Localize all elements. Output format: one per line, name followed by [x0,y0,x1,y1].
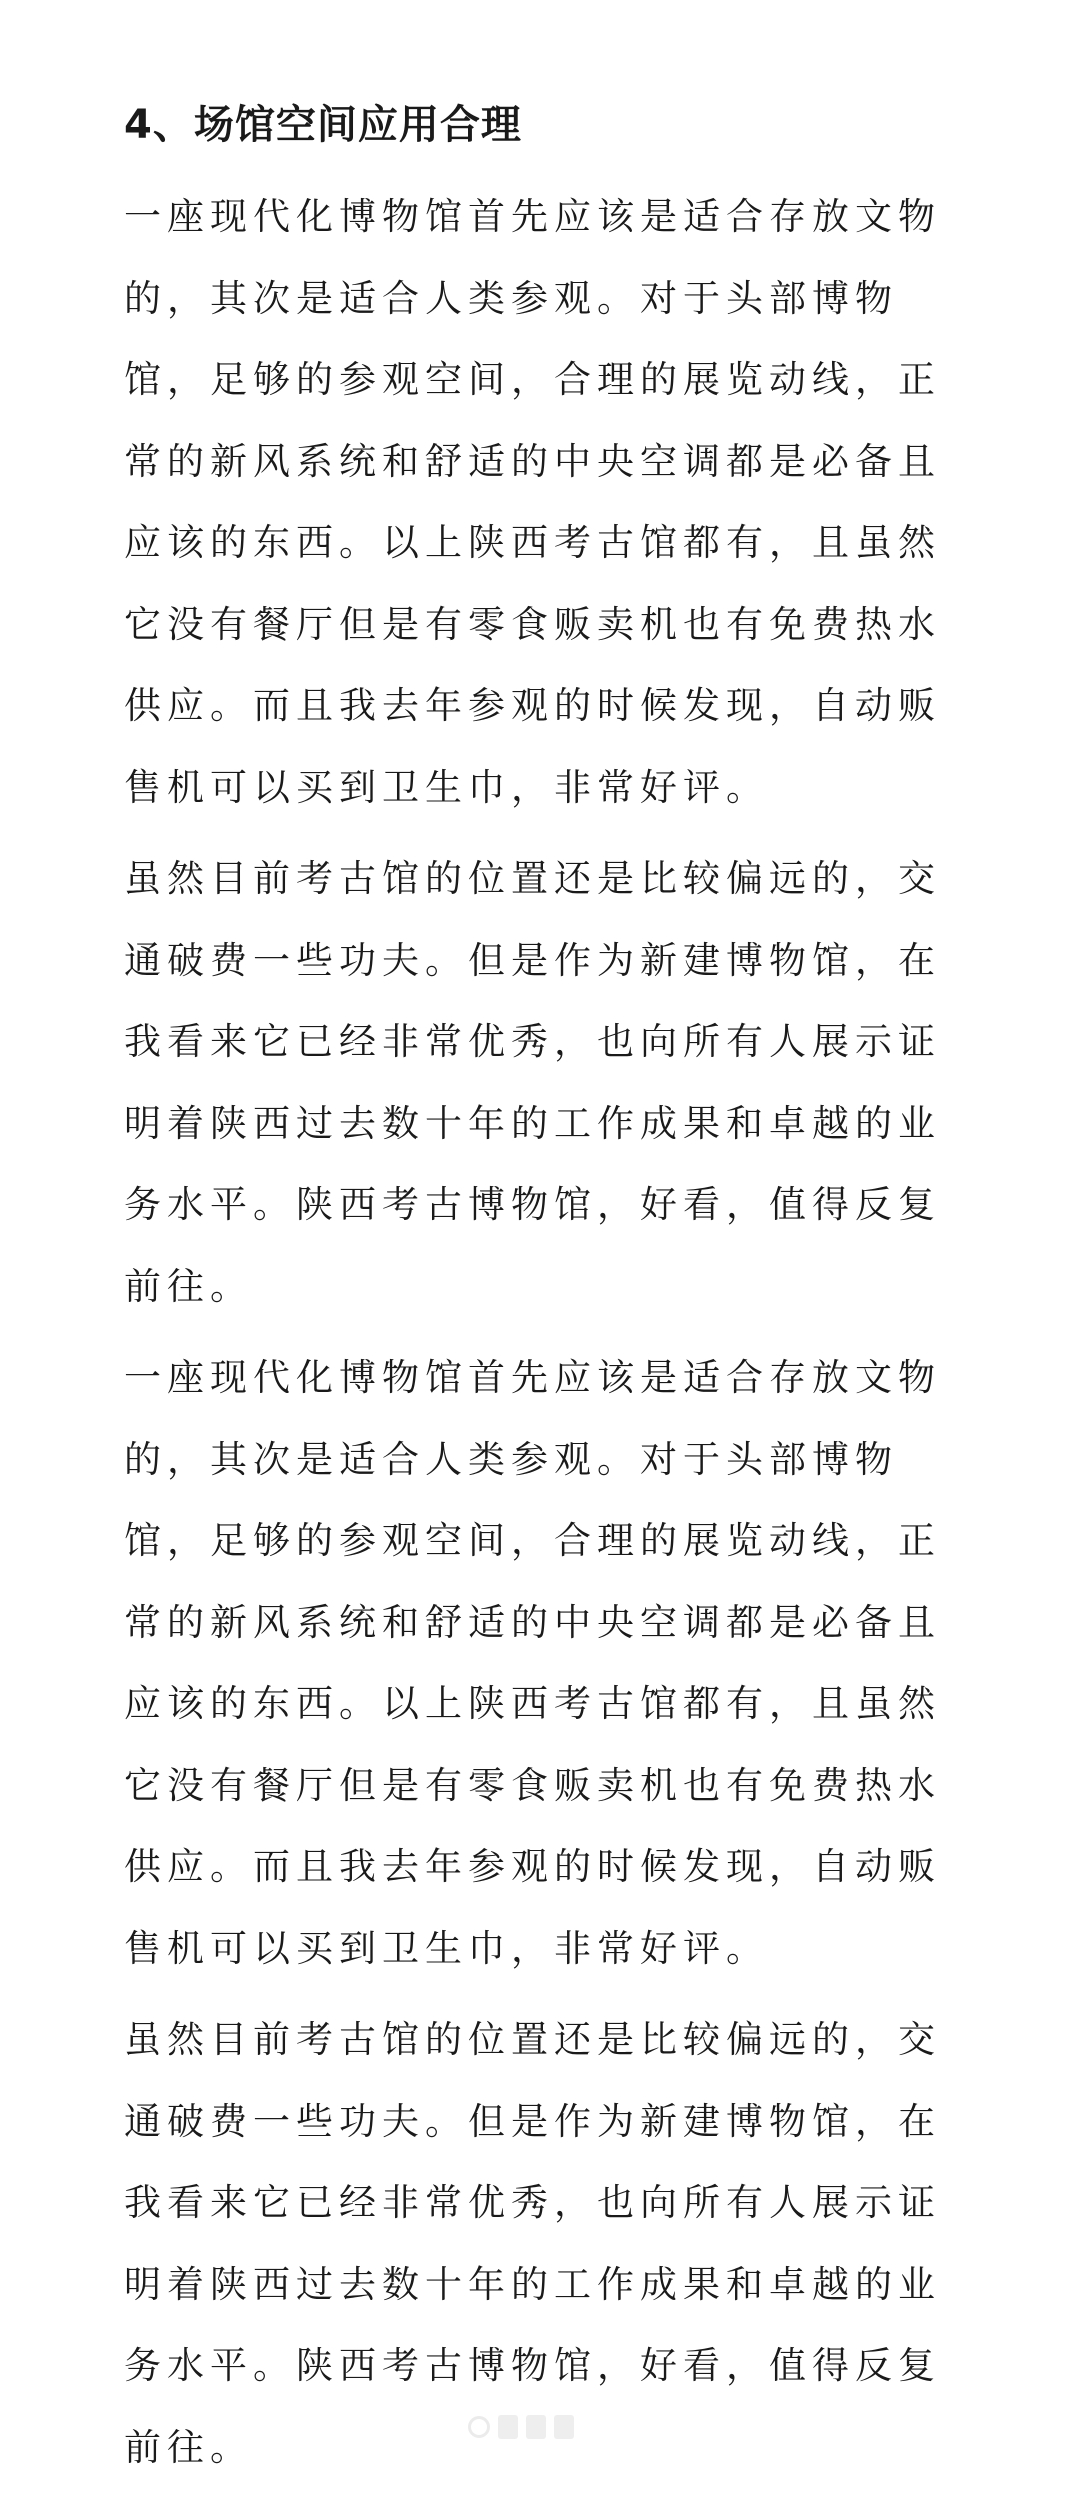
text-line: 供应。而且我去年参观的时候发现，自动贩 [124,1845,941,1888]
text-line: 应该的东西。以上陕西考古馆都有，且虽然 [124,1682,941,1725]
text-line: 应该的东西。以上陕西考古馆都有，且虽然 [124,521,941,564]
text-line: 馆，足够的参观空间，合理的展览动线，正 [124,1519,941,1562]
text-line: 的，其次是适合人类参观。对于头部博物 [124,276,898,320]
watermark-mark-icon [498,2415,518,2439]
text-line: 一座现代化博物馆首先应该是适合存放文物 [124,1356,941,1399]
text-line: 虽然目前考古馆的位置还是比较偏远的，交 [124,857,941,900]
text-line: 通破费一些功夫。但是作为新建博物馆，在 [124,938,941,982]
text-line: 常的新风系统和舒适的中央空调都是必备且 [124,1600,941,1644]
text-line: 我看来它已经非常优秀，也向所有人展示证 [124,1020,941,1063]
text-line: 明着陕西过去数十年的工作成果和卓越的业 [124,1101,941,1145]
text-line: 明着陕西过去数十年的工作成果和卓越的业 [124,2262,941,2306]
section-heading: 4、场馆空间应用合理 [124,102,522,148]
watermark-mark-icon [554,2415,574,2439]
text-line: 务水平。陕西考古博物馆，好看，值得反复 [124,1183,941,1226]
article-body [124,90,972,2498]
text-line: 前往。 [124,2425,253,2469]
text-line: 前往。 [124,1264,253,1308]
text-line: 它没有餐厅但是有零食贩卖机也有免费热水 [124,1763,941,1807]
text-line: 务水平。陕西考古博物馆，好看，值得反复 [124,2344,941,2387]
text-line: 馆，足够的参观空间，合理的展览动线，正 [124,358,941,401]
text-line: 售机可以买到卫生巾，非常好评。 [124,765,769,809]
text-line: 我看来它已经非常优秀，也向所有人展示证 [124,2181,941,2224]
text-line: 售机可以买到卫生巾，非常好评。 [124,1926,769,1970]
watermark-circle-icon [468,2416,490,2438]
paragraph-1 [124,176,972,828]
text-line: 一座现代化博物馆首先应该是适合存放文物 [124,195,941,238]
text-line: 常的新风系统和舒适的中央空调都是必备且 [124,439,941,483]
paragraph-2 [124,838,972,1327]
text-line: 的，其次是适合人类参观。对于头部博物 [124,1437,898,1481]
watermark-logo [468,2410,574,2444]
text-line: 供应。而且我去年参观的时候发现，自动贩 [124,684,941,727]
text-line: 虽然目前考古馆的位置还是比较偏远的，交 [124,2018,941,2061]
watermark-mark-icon [526,2415,546,2439]
text-line: 它没有餐厅但是有零食贩卖机也有免费热水 [124,602,941,646]
text-line: 通破费一些功夫。但是作为新建博物馆，在 [124,2099,941,2143]
paragraph-3 [124,1337,972,1989]
